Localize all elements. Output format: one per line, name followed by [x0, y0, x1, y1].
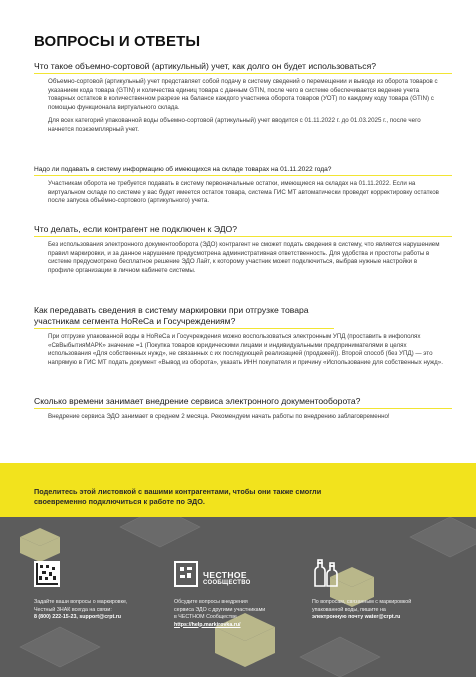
- faq-question: Что делать, если контрагент не подключен к ЭДО?: [34, 224, 452, 237]
- faq-item: [34, 305, 452, 372]
- footer-support-column: [34, 557, 169, 622]
- community-logo-icon: [174, 561, 198, 587]
- water-bottles-icon: [312, 559, 340, 587]
- community-text: в ЧЕСТНОМ Сообществе: [174, 614, 237, 620]
- faq-answer: [48, 78, 444, 135]
- community-text: Обсудите вопросы внедрения: [174, 599, 248, 605]
- faq-item: [34, 396, 452, 427]
- water-contact[interactable]: электронную почту water@crpt.ru: [312, 614, 401, 620]
- faq-question: Надо ли подавать в систему информацию об имеющихся на складе товарах на 01.11.2022 года?: [34, 165, 452, 176]
- community-brand-line2: СООБЩЕСТВО: [203, 580, 251, 586]
- answer-paragraph: Объемно-сортовой (артикульный) учет представляет собой подачу в систему сведений о перемещении и выводе из оборота товаров с указанием кода товара (GTIN) и количества единиц товара с данным GTIN, после чего в системе обеспечивается ведение учета товарных остатков в количественном разрезе на балансе каждого участника оборота товаров (УОТ) по каждому коду товара (GTIN) с помощью функционала виртуального склада.: [48, 78, 438, 111]
- faq-answer: [48, 180, 444, 206]
- answer-paragraph: При отгрузке упакованной воды в HoReCa и Госучреждения можно воспользоваться электронным УПД (проставить в инфополях «СвВыбытияМАРК» значение =1 (Покупка товаров юридическими лицами и индивидуальными предпринимателями в целях использования «Для собственных нужд», не связанных с их последующей реализацией (продажей)). Второй способ (без УПД) — это напрямую в ГИС МТ подать документ «Вывод из оборота», указать ИНН покупателя и причину «Использование для собственных нужд».: [48, 333, 443, 366]
- footer-community-column: [174, 557, 309, 629]
- page-title: ВОПРОСЫ И ОТВЕТЫ: [34, 33, 201, 50]
- faq-item: [34, 224, 452, 280]
- datamatrix-icon: [34, 561, 60, 587]
- water-text: упакованной воды, пишите на: [312, 606, 386, 613]
- faq-answer: [48, 333, 444, 367]
- faq-question: Сколько времени занимает внедрение сервиса электронного документооборота?: [34, 396, 452, 409]
- faq-answer: [48, 241, 444, 275]
- answer-paragraph: Внедрение сервиса ЭДО занимает в среднем 2 месяца. Рекомендуем начать работы по внедрению заблаговременно!: [48, 413, 390, 420]
- community-brand-line1: ЧЕСТНОЕ: [203, 570, 247, 580]
- share-banner: [0, 463, 476, 517]
- banner-text: Поделитесь этой листовкой с вашими контрагентами, чтобы они также смогли своевременно подключиться к работе по ЭДО.: [34, 487, 322, 506]
- faq-question: Что такое объемно-сортовой (артикульный) учет, как долго он будет использоваться?: [34, 61, 452, 74]
- support-text: Задайте ваши вопросы о маркировке,: [34, 599, 128, 605]
- faq-question: Как передавать сведения в систему маркировки при отгрузке товара участникам сегмента HoReCa и Госучреждениям?: [34, 305, 334, 329]
- footer: [0, 517, 476, 677]
- support-text: Честный ЗНАК всегда на связи:: [34, 606, 112, 613]
- support-contact[interactable]: 8 (800) 222-15-23, support@crpt.ru: [34, 614, 122, 620]
- community-text: сервиса ЭДО с другими участниками: [174, 606, 266, 613]
- faq-item: [34, 165, 452, 211]
- water-text: По вопросам, связанным с маркировкой: [312, 599, 412, 605]
- answer-paragraph: Участникам оборота не требуется подавать в систему первоначальные остатки, имеющиеся на складах на 01.11.2022. Если на виртуальном складе по системе у вас будет имеется остаток товара, система ГИС МТ автоматически проведет корректировку остатков после запуска объёмно-сортового (артикульного) учета.: [48, 180, 439, 205]
- faq-item: [34, 61, 452, 140]
- faq-answer: [48, 413, 444, 422]
- community-link[interactable]: https://help.markirovka.ru/: [174, 621, 241, 628]
- footer-water-column: [312, 557, 447, 622]
- answer-paragraph: Для всех категорий упакованной воды объемно-сортовой (артикульный) учет вводится с 01.11.2022 г. до 01.03.2025 г., после чего начнется поэкземплярный учет.: [48, 117, 421, 133]
- answer-paragraph: Без использования электронного документооборота (ЭДО) контрагент не сможет подать сведения в систему, что является нарушением правил маркировки, и за данное нарушение предусмотрена административная ответственность. Для удобства и простоты работы в системе предусмотрено бесплатное решение ЭДО Лайт, к которому участник может подключиться, выбрав нужные настройки в профиле организации в личном кабинете системы.: [48, 241, 440, 274]
